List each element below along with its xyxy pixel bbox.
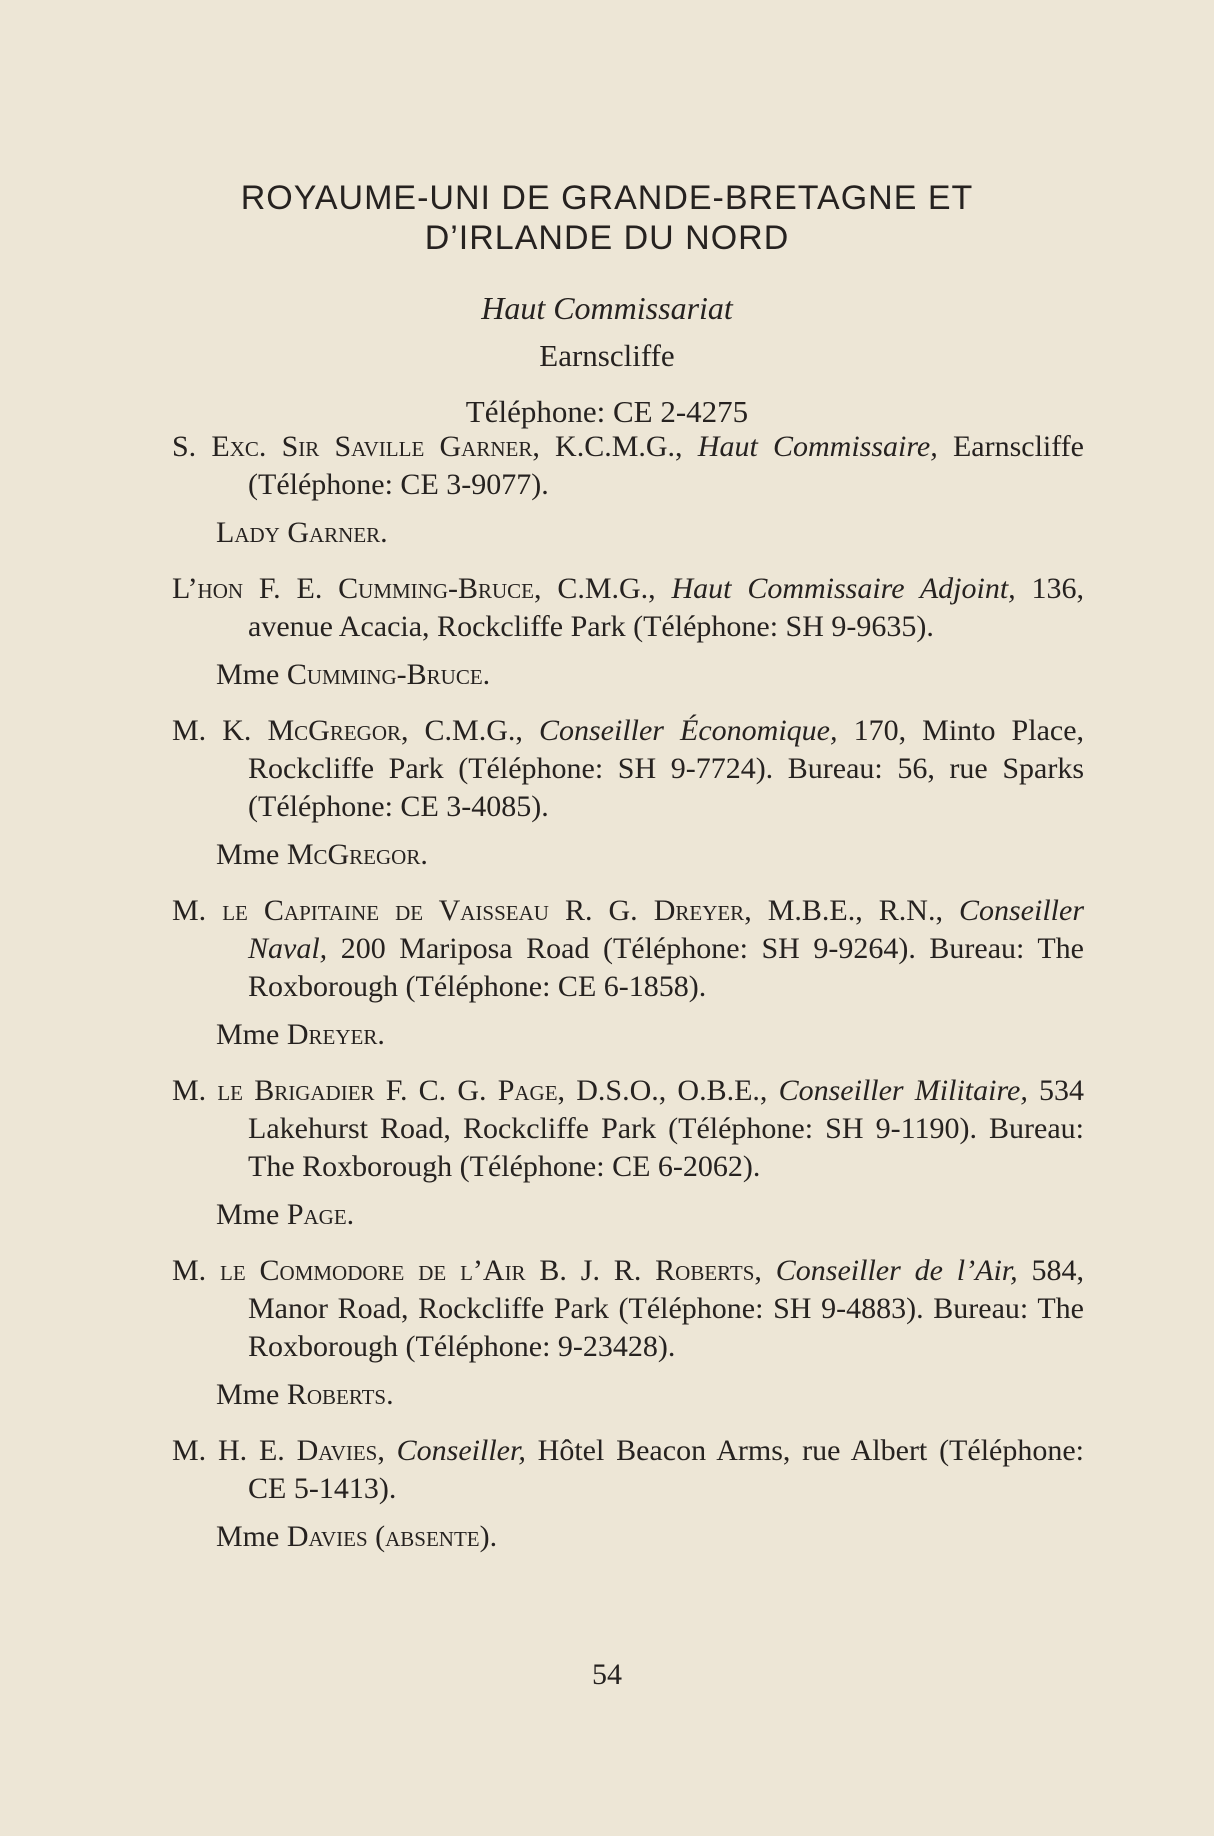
spouse-title: Mme bbox=[216, 1198, 280, 1231]
subtitle: Haut Commissariat bbox=[481, 290, 733, 326]
entry-role: Conseiller Naval, bbox=[248, 894, 1084, 965]
entry-name: S. Exc. Sir Saville Garner, K.C.M.G., bbox=[172, 430, 683, 463]
main-phone: Téléphone: CE 2-4275 bbox=[465, 394, 749, 429]
entry-role: Conseiller Économique, bbox=[538, 714, 838, 747]
entry-text bbox=[172, 1072, 1084, 1186]
spouse-line bbox=[172, 514, 1084, 552]
spouse-name: Cumming-Bruce. bbox=[286, 658, 491, 691]
entry-text bbox=[172, 1432, 1084, 1508]
entry-details: Earnscliffe (Téléphone: CE 3-9077). bbox=[248, 430, 1084, 501]
entry-name: M. K. McGregor, C.M.G., bbox=[172, 714, 523, 747]
spouse-name: Page. bbox=[286, 1198, 355, 1231]
spouse-name: McGregor. bbox=[286, 838, 428, 871]
entry-details: Hôtel Beacon Arms, rue Albert (Téléphone: CE 5-1413). bbox=[248, 1434, 1085, 1505]
spouse-line bbox=[172, 1196, 1084, 1234]
place-name: Earnscliffe bbox=[539, 338, 675, 373]
directory-entries bbox=[172, 428, 1084, 1574]
spouse-line bbox=[172, 836, 1084, 874]
entry-mcgregor bbox=[172, 712, 1084, 874]
title-line-1: ROYAUME-UNI DE GRANDE-BRETAGNE ET bbox=[240, 179, 974, 217]
spouse-line bbox=[172, 656, 1084, 694]
spouse-line bbox=[172, 1518, 1084, 1556]
page-number: 54 bbox=[592, 1658, 622, 1691]
entry-cumming-bruce bbox=[172, 570, 1084, 694]
entry-details: 200 Mariposa Road (Téléphone: SH 9-9264). Bureau: The Roxborough (Téléphone: CE 6-1858). bbox=[248, 932, 1084, 1003]
entry-roberts bbox=[172, 1252, 1084, 1414]
entry-garner bbox=[172, 428, 1084, 552]
spouse-name: Lady Garner. bbox=[216, 516, 388, 549]
entry-name: M. le Commodore de l’Air B. J. R. Roberts, bbox=[172, 1254, 762, 1287]
entry-text bbox=[172, 712, 1084, 826]
spouse-title: Mme bbox=[216, 1520, 280, 1553]
spouse-name: Davies (absente). bbox=[286, 1520, 498, 1553]
entry-text bbox=[172, 1252, 1084, 1366]
entry-name: L’hon F. E. Cumming-Bruce, C.M.G., bbox=[172, 572, 656, 605]
entry-role: Conseiller de l’Air, bbox=[775, 1254, 1018, 1287]
title-line-2: D’IRLANDE DU NORD bbox=[424, 219, 790, 257]
entry-details: 584, Manor Road, Rockcliffe Park (Téléphone: SH 9-4883). Bureau: The Roxborough (Téléphone: 9-23428). bbox=[248, 1254, 1085, 1363]
entry-name: M. le Brigadier F. C. G. Page, D.S.O., O.B.E., bbox=[172, 1074, 768, 1107]
entry-text bbox=[172, 570, 1084, 646]
entry-page bbox=[172, 1072, 1084, 1234]
entry-name: M. le Capitaine de Vaisseau R. G. Dreyer, M.B.E., R.N., bbox=[172, 894, 943, 927]
spouse-title: Mme bbox=[216, 838, 280, 871]
spouse-line bbox=[172, 1376, 1084, 1414]
spouse-title: Mme bbox=[216, 1018, 280, 1051]
entry-dreyer bbox=[172, 892, 1084, 1054]
entry-text bbox=[172, 428, 1084, 504]
spouse-title: Mme bbox=[216, 658, 280, 691]
entry-text bbox=[172, 892, 1084, 1006]
entry-details: 170, Minto Place, Rockcliffe Park (Téléphone: SH 9-7724). Bureau: 56, rue Sparks (Téléphone: CE 3-4085). bbox=[248, 714, 1085, 823]
spouse-name: Roberts. bbox=[286, 1378, 394, 1411]
spouse-title: Mme bbox=[216, 1378, 280, 1411]
entry-role: Haut Commissaire Adjoint, bbox=[671, 572, 1016, 605]
entry-davies bbox=[172, 1432, 1084, 1556]
entry-details: 136, avenue Acacia, Rockcliffe Park (Téléphone: SH 9-9635). bbox=[248, 572, 1085, 643]
spouse-name: Dreyer. bbox=[286, 1018, 385, 1051]
entry-role: Conseiller Militaire, bbox=[778, 1074, 1028, 1107]
entry-details: 534 Lakehurst Road, Rockcliffe Park (Téléphone: SH 9-1190). Bureau: The Roxborough (Téléphone: CE 6-2062). bbox=[248, 1074, 1085, 1183]
entry-role: Haut Commissaire, bbox=[697, 430, 938, 463]
entry-name: M. H. E. Davies, bbox=[172, 1434, 385, 1467]
entry-role: Conseiller, bbox=[396, 1434, 526, 1467]
spouse-line bbox=[172, 1016, 1084, 1054]
page-header bbox=[150, 178, 1064, 432]
